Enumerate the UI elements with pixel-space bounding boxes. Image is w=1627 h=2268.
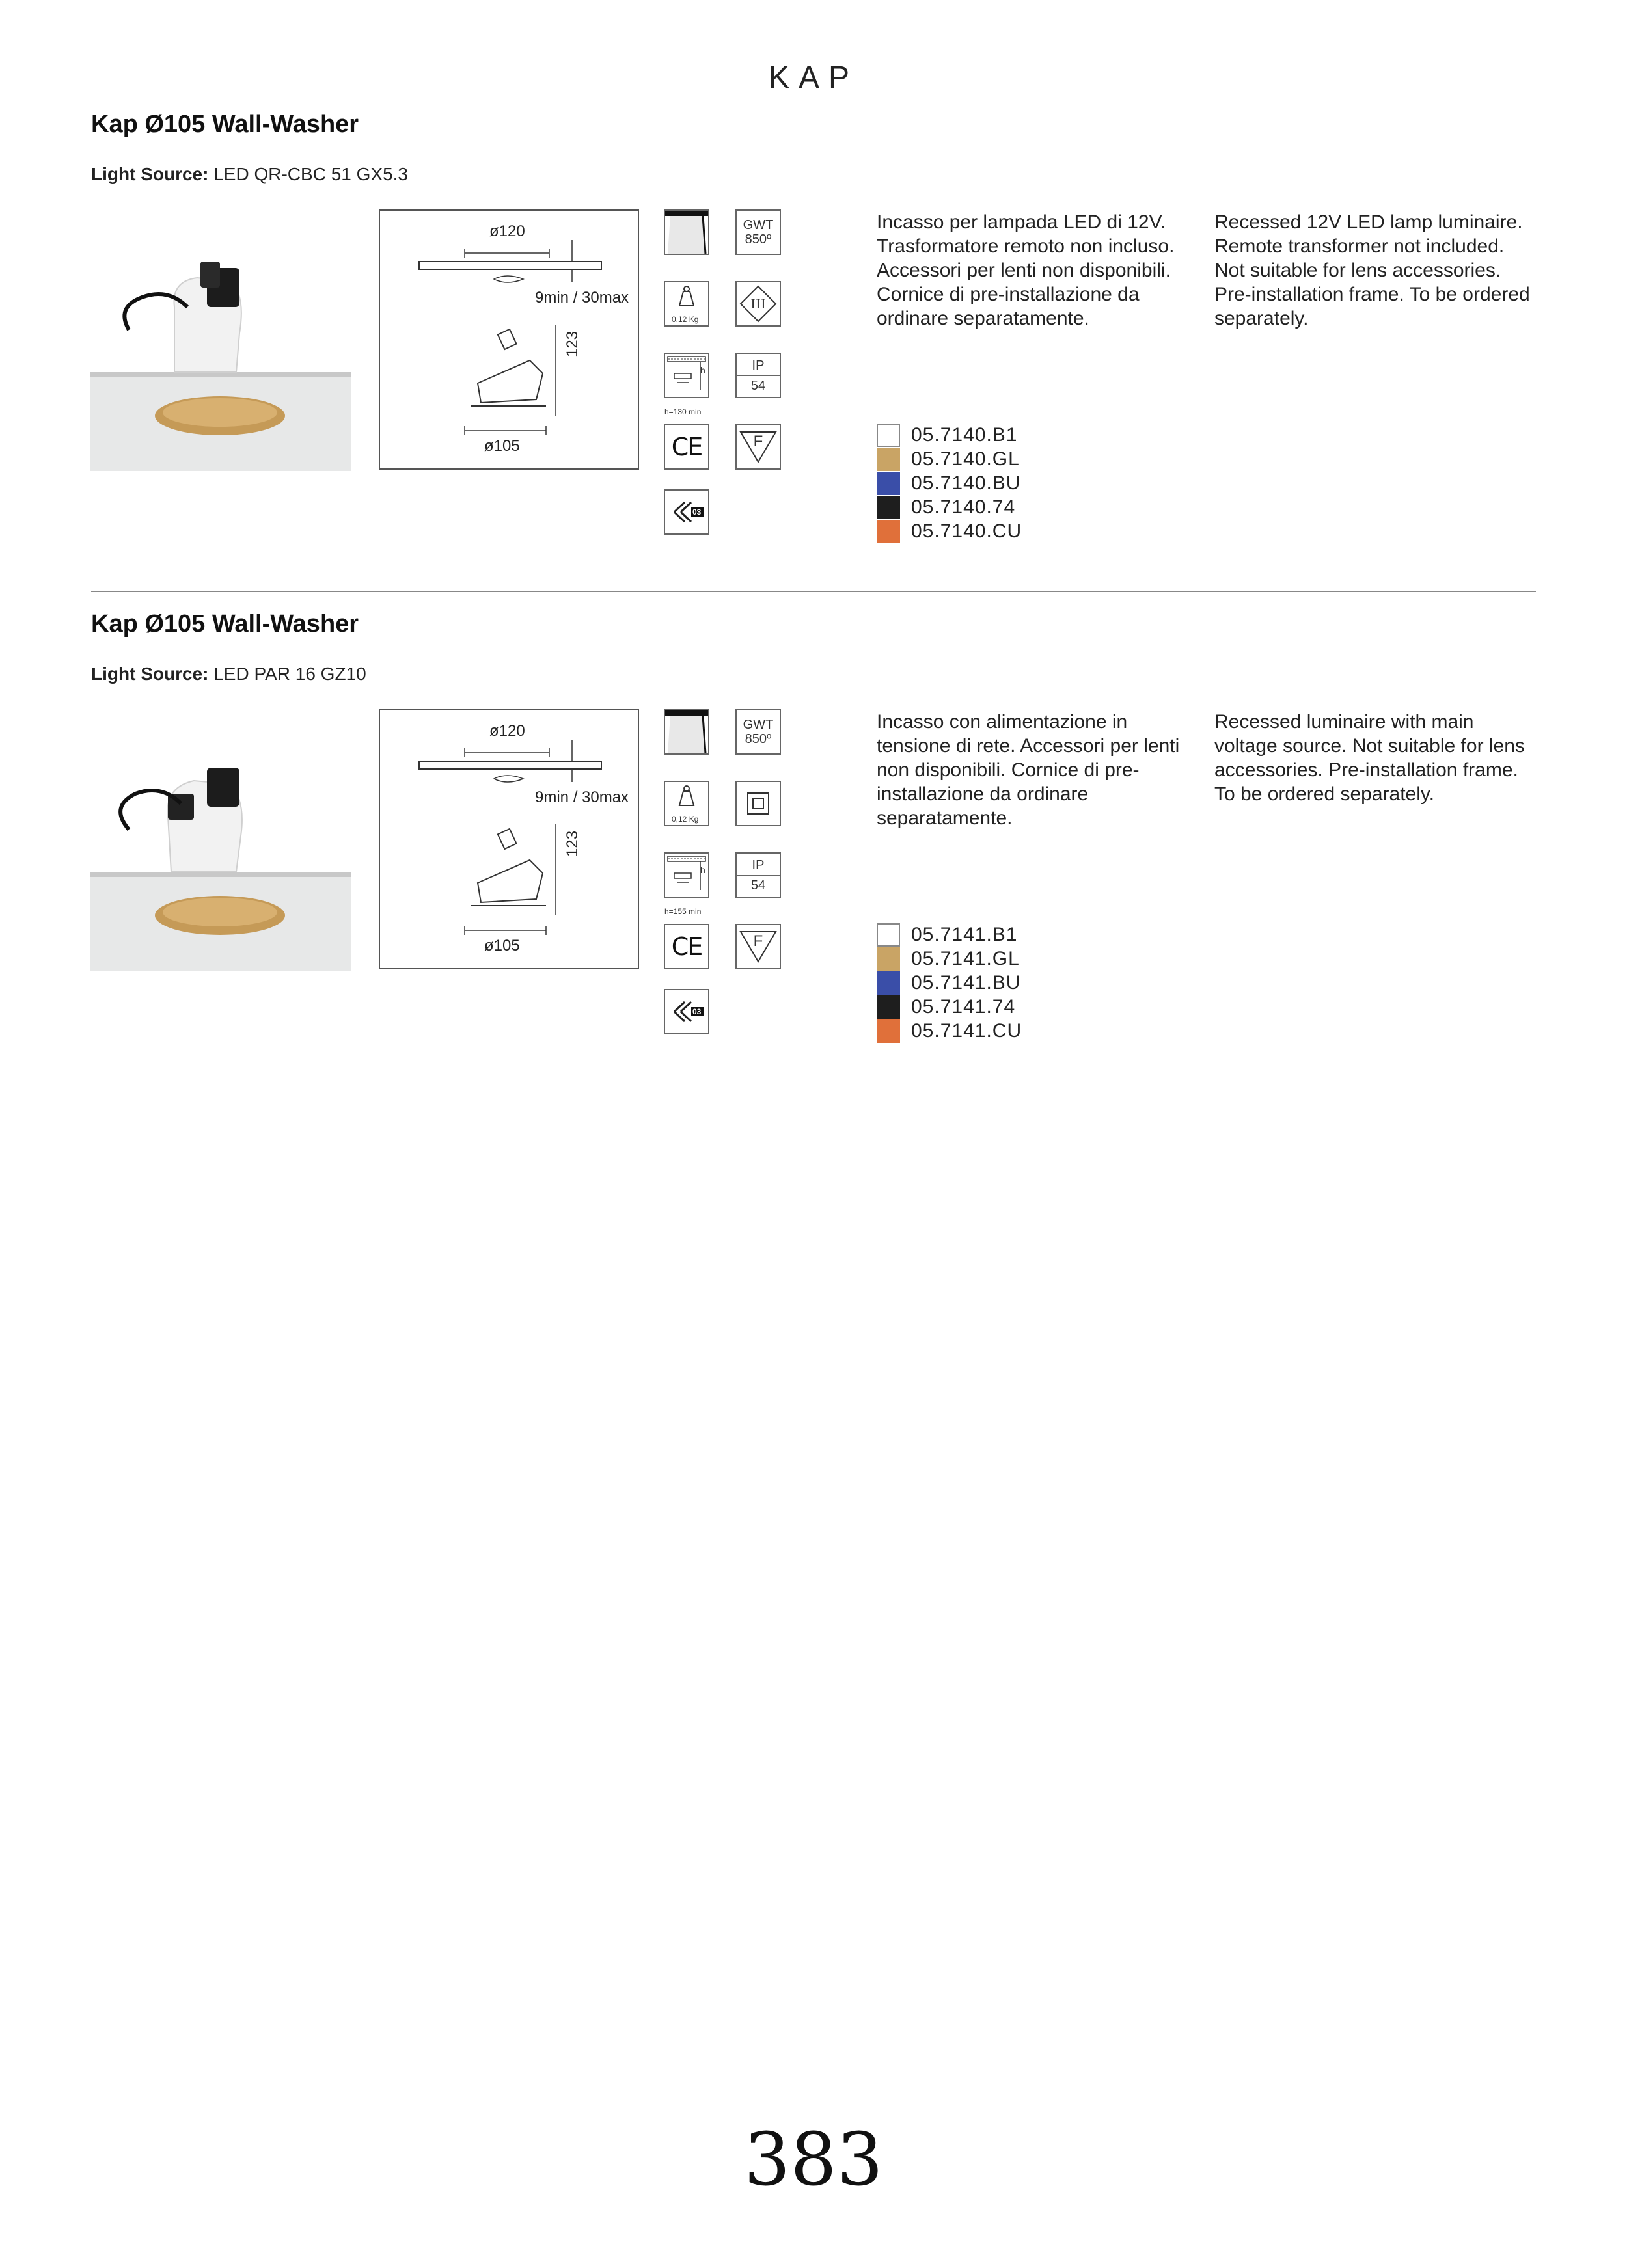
glow-wire-icon [735,209,781,255]
rating-label: 03 [692,1007,702,1016]
swatch-gold [877,947,900,971]
swatch-copper [877,520,900,543]
beam-icon [664,209,709,255]
f-mark-icon [735,924,781,969]
class-iii-icon [735,281,781,327]
swatch-blue [877,472,900,495]
variant-code: 05.7140.GL [911,448,1020,470]
ip-rating-icon [735,353,781,398]
gwt-label: GWT [743,218,774,232]
swatch-white [877,424,900,447]
ip-value: 54 [750,378,766,393]
light-source [91,164,408,185]
light-source-label: Light Source: [91,164,209,184]
ceiling-height-icon [664,852,709,898]
swatch-gold [877,448,900,471]
energy-rating-icon [664,489,709,535]
product-photo [90,209,351,471]
swatch-blue [877,971,900,995]
variant-code: 05.7141.CU [911,1020,1022,1042]
light-source-value: LED PAR 16 GZ10 [213,664,366,684]
ip-label: IP [737,358,780,376]
drawing-lines [380,710,638,968]
dim-outer-diameter: ø120 [489,223,525,240]
ceiling-caption: h=130 min [664,407,702,416]
description-english: Recessed 12V LED lamp luminaire. Remote transformer not included. Not suitable for lens accessories. Pre-installation frame. To be ordered separately. [1214,211,1530,329]
ip-rating-icon [735,852,781,898]
dim-thickness: 9min / 30max [535,289,629,306]
product-photo [90,709,351,971]
ceiling-caption: h=155 min [664,907,702,916]
variant-code: 05.7140.CU [911,520,1022,542]
page-number: 383 [744,2118,883,2202]
light-source-value: LED QR-CBC 51 GX5.3 [213,164,409,184]
swatch-black [877,496,900,519]
description-italian: Incasso per lampada LED di 12V. Trasformatore remoto non incluso. Accessori per lenti non disponibili. Cornice di pre-installazione da ordinare separatamente. [877,211,1175,329]
class-ii-icon [735,781,781,826]
dim-cutout-diameter: ø105 [484,437,520,455]
weight-label: 0,12 Kg [672,815,699,824]
gwt-temp: 850º [745,732,772,746]
variant-code: 05.7141.GL [911,948,1020,969]
section-divider [91,591,1536,592]
gwt-temp: 850º [745,232,772,247]
description-english: Recessed luminaire with main voltage source. Not suitable for lens accessories. Pre-installation frame. To be ordered separately. [1214,711,1525,805]
f-label: F [753,932,763,950]
f-label: F [753,433,763,450]
swatch-copper [877,1019,900,1043]
ceiling-h-label: h [700,865,705,875]
dim-height: 123 [564,830,581,857]
ceiling-height-icon [664,353,709,398]
f-mark-icon [735,424,781,470]
ip-label: IP [737,858,780,876]
weight-icon [664,281,709,327]
variant-code: 05.7140.B1 [911,424,1018,446]
beam-icon [664,709,709,755]
page-header-title: KAP [768,61,859,95]
dim-outer-diameter: ø120 [489,722,525,740]
dim-cutout-diameter: ø105 [484,937,520,954]
rating-label: 03 [692,507,702,517]
ce-label: CE [671,932,702,961]
weight-icon [664,781,709,826]
ce-label: CE [671,433,702,461]
variant-code: 05.7141.74 [911,996,1016,1018]
class-label: III [750,296,766,312]
ceiling-h-label: h [700,365,705,375]
ip-value: 54 [750,878,766,893]
dim-height: 123 [564,331,581,357]
product-title: Kap Ø105 Wall-Washer [91,610,359,638]
variant-code: 05.7141.BU [911,972,1021,993]
product-title: Kap Ø105 Wall-Washer [91,111,359,138]
glow-wire-icon [735,709,781,755]
gwt-label: GWT [743,718,774,732]
light-source-label: Light Source: [91,664,209,684]
weight-label: 0,12 Kg [672,315,699,324]
variant-code: 05.7140.74 [911,496,1016,518]
swatch-black [877,995,900,1019]
description-italian: Incasso con alimentazione in tensione di rete. Accessori per lenti non disponibili. Cornice di pre-installazione da ordinare separatamente. [877,711,1180,829]
light-source [91,664,366,684]
drawing-lines [380,211,638,468]
dim-thickness: 9min / 30max [535,789,629,806]
technical-drawing [379,709,639,969]
ce-mark-icon [664,924,709,969]
variant-code: 05.7141.B1 [911,924,1018,945]
energy-rating-icon [664,989,709,1034]
swatch-white [877,923,900,947]
variant-code: 05.7140.BU [911,472,1021,494]
technical-drawing [379,209,639,470]
ce-mark-icon [664,424,709,470]
